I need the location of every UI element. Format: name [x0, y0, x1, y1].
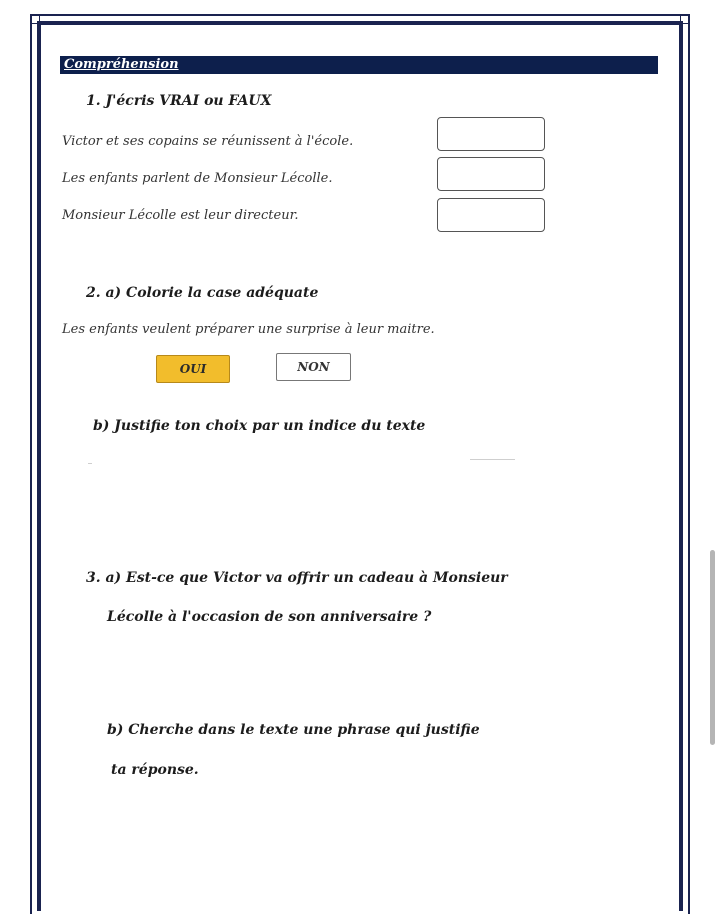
- q1-statement-3: Monsieur Lécolle est leur directeur.: [62, 208, 299, 223]
- q1-statement-2: Les enfants parlent de Monsieur Lécolle.: [62, 171, 333, 186]
- oui-label: OUI: [179, 362, 207, 376]
- q2-sentence: Les enfants veulent préparer une surprise à leur maitre.: [62, 322, 435, 337]
- frame-corner-tr: [680, 14, 690, 24]
- q3a-title-line1: 3. a) Est-ce que Victor va offrir un cadeau à Monsieur: [86, 570, 508, 586]
- oui-option[interactable]: [156, 355, 230, 383]
- answer-box-3[interactable]: [437, 198, 545, 232]
- q1-title: 1. J'écris VRAI ou FAUX: [86, 93, 272, 109]
- q3a-title-line2: Lécolle à l'occasion de son anniversaire ?: [107, 609, 432, 625]
- section-title: Compréhension: [64, 57, 179, 72]
- non-option[interactable]: [276, 353, 351, 381]
- non-label: NON: [297, 360, 330, 374]
- answer-line-mark: [88, 463, 92, 464]
- frame-corner-tl: [30, 14, 40, 24]
- q1-statement-1: Victor et ses copains se réunissent à l'école.: [62, 134, 354, 149]
- answer-box-1[interactable]: [437, 117, 545, 151]
- q3b-title-line2: ta réponse.: [111, 762, 199, 778]
- section-header: [60, 56, 658, 74]
- q2a-title: 2. a) Colorie la case adéquate: [86, 285, 319, 301]
- answer-line-mark: [470, 459, 515, 460]
- vertical-scrollbar[interactable]: [710, 550, 715, 745]
- q2b-title: b) Justifie ton choix par un indice du texte: [93, 418, 426, 434]
- answer-box-2[interactable]: [437, 157, 545, 191]
- q3b-title-line1: b) Cherche dans le texte une phrase qui justifie: [107, 722, 480, 738]
